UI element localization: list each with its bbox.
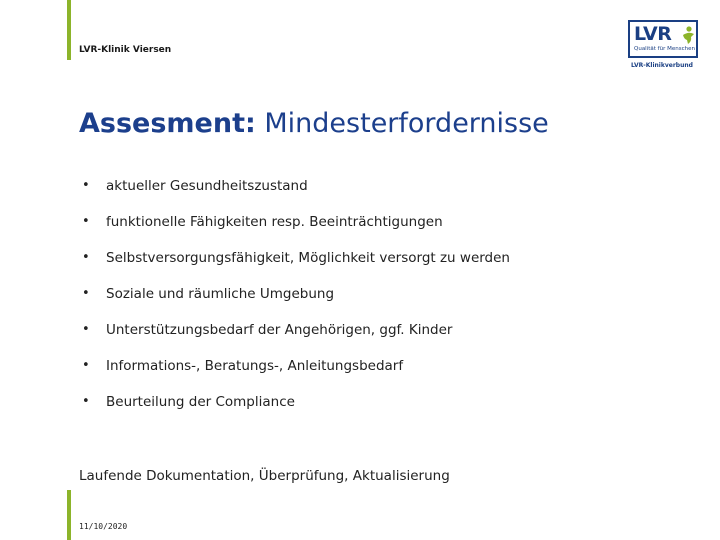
footer-accent-bar [67,490,71,540]
bullet-icon: • [82,394,90,409]
bullet-icon: • [82,286,90,301]
bullet-text: Selbstversorgungsfähigkeit, Möglichkeit versorgt zu werden [106,250,510,266]
slide-title-rest: Mindesterfordernisse [255,108,549,139]
bullet-icon: • [82,358,90,373]
bullet-text: aktueller Gesundheitszustand [106,178,308,194]
bullet-icon: • [82,322,90,337]
header-accent-bar [67,0,71,60]
logo-claim: Qualität für Menschen [634,46,695,52]
footer-date: 11/10/2020 [79,522,128,531]
bullet-text: funktionelle Fähigkeiten resp. Beeinträchtigungen [106,214,443,230]
slide-title [79,108,549,139]
bullet-icon: • [82,214,90,229]
bullet-text: Unterstützungsbedarf der Angehörigen, ggf. Kinder [106,322,453,338]
bullet-icon: • [82,178,90,193]
bullet-icon: • [82,250,90,265]
bullet-text: Beurteilung der Compliance [106,394,295,410]
logo-wordmark: LVR [634,23,672,45]
logo-frame [628,20,698,58]
summary-text: Laufende Dokumentation, Überprüfung, Aktualisierung [79,468,450,484]
bullet-text: Informations-, Beratungs-, Anleitungsbedarf [106,358,404,374]
slide-title-bold: Assesment: [79,108,256,139]
bullet-text: Soziale und räumliche Umgebung [106,286,335,302]
lvr-logo [628,20,702,72]
logo-subline: LVR-Klinikverbund [631,62,693,69]
clinic-name: LVR-Klinik Viersen [79,45,172,55]
logo-figure-icon [680,25,696,45]
